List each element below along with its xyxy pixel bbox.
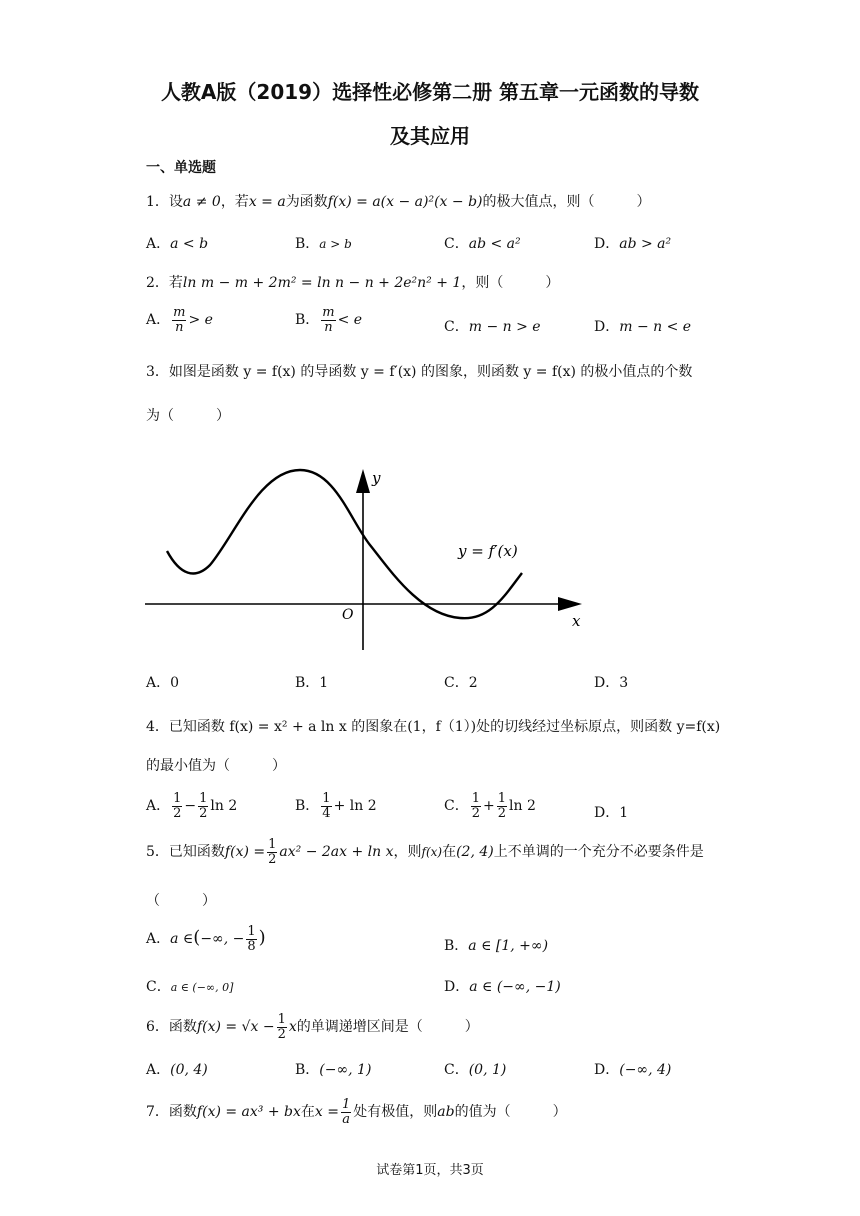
- question-3: 3．如图是函数 y = f(x) 的导函数 y = f′(x) 的图象，则函数 y = f(x) 的极小值点的个数: [146, 364, 693, 380]
- q1-option-b[interactable]: B．a > b: [295, 236, 352, 252]
- q1-option-c[interactable]: C．ab < a²: [444, 236, 521, 252]
- q4-option-a[interactable]: A． $\frac{1}{2}$ − $\frac{1}{2}$ ln 2: [146, 791, 238, 821]
- q4-option-d[interactable]: D．1: [594, 805, 629, 821]
- q2-option-d[interactable]: D．m − n < e: [594, 319, 692, 335]
- q2-option-c[interactable]: C．m − n > e: [444, 319, 541, 335]
- question-4: 4．已知函数 f(x) = x² + a ln x 的图象在(1，f（1）)处的切线经过坐标原点，则函数 y=f(x): [146, 719, 721, 735]
- question-7: 7．函数f(x) = ax³ + bx在x = $\frac{1}{a}$ 处有极值，则ab的值为（ ）: [146, 1097, 567, 1127]
- question-5: 5．已知函数f(x) = $\frac{1}{2}$ ax² − 2ax + ln x，则f(x)在(2, 4)上不单调的一个充分不必要条件是: [146, 837, 704, 867]
- question-4-cont: 的最小值为（ ）: [146, 758, 286, 774]
- q3-option-b[interactable]: B．1: [295, 675, 329, 691]
- page-footer: 试卷第1页，共3页: [376, 1163, 484, 1178]
- q6-option-c[interactable]: C．(0, 1): [444, 1062, 507, 1078]
- y-axis-arrow-icon: [356, 469, 370, 493]
- q4-option-b[interactable]: B． $\frac{1}{4}$ + ln 2: [295, 791, 377, 821]
- question-2: 2．若ln m − m + 2m² = ln n − n + 2e²n² + 1，则（ ）: [146, 275, 560, 291]
- q2-option-b[interactable]: B． $\frac{m}{n}$ < e: [295, 305, 363, 335]
- curve-label: y = f′(x): [458, 542, 518, 560]
- derivative-graph: [140, 455, 590, 655]
- question-6: 6．函数f(x) = √x − $\frac{1}{2}$ x的单调递增区间是（ ）: [146, 1012, 479, 1042]
- fraction: $\frac{m}{n}$: [322, 305, 335, 335]
- question-5-cont: （ ）: [146, 893, 216, 909]
- q5-option-b[interactable]: B．a ∈ [1, +∞): [444, 938, 549, 954]
- q4-option-c[interactable]: C． $\frac{1}{2}$ + $\frac{1}{2}$ ln 2: [444, 791, 536, 821]
- x-axis-arrow-icon: [558, 597, 582, 611]
- page-title-line-1: 人教A版（2019）选择性必修第二册 第五章一元函数的导数: [160, 80, 700, 104]
- fraction: $\frac{m}{n}$: [173, 305, 186, 335]
- q2-option-a[interactable]: A． $\frac{m}{n}$ > e: [146, 305, 213, 335]
- q6-option-b[interactable]: B．(−∞, 1): [295, 1062, 372, 1078]
- section-heading: 一、单选题: [146, 160, 216, 176]
- q3-option-d[interactable]: D．3: [594, 675, 629, 691]
- q1-option-d[interactable]: D．ab > a²: [594, 236, 672, 252]
- q5-option-c[interactable]: C．a ∈ (−∞, 0]: [146, 979, 234, 995]
- axis-y-label: y: [372, 469, 381, 487]
- q3-option-a[interactable]: A．0: [146, 675, 180, 691]
- axis-x-label: x: [572, 612, 581, 630]
- q6-option-d[interactable]: D．(−∞, 4): [594, 1062, 672, 1078]
- q5-option-a[interactable]: A．a ∈(−∞, − $\frac{1}{8}$ ): [146, 924, 266, 954]
- q1-option-a[interactable]: A．a < b: [146, 236, 209, 252]
- q6-option-a[interactable]: A．(0, 4): [146, 1062, 208, 1078]
- origin-label: O: [342, 607, 354, 623]
- q5-option-d[interactable]: D．a ∈ (−∞, −1): [444, 979, 561, 995]
- question-3-cont: 为（ ）: [146, 408, 230, 424]
- q3-option-c[interactable]: C．2: [444, 675, 478, 691]
- question-1: 1．设a ≠ 0，若x = a为函数f(x) = a(x − a)²(x − b)的极大值点，则（ ）: [146, 194, 651, 210]
- page-title-line-2: 及其应用: [390, 124, 470, 148]
